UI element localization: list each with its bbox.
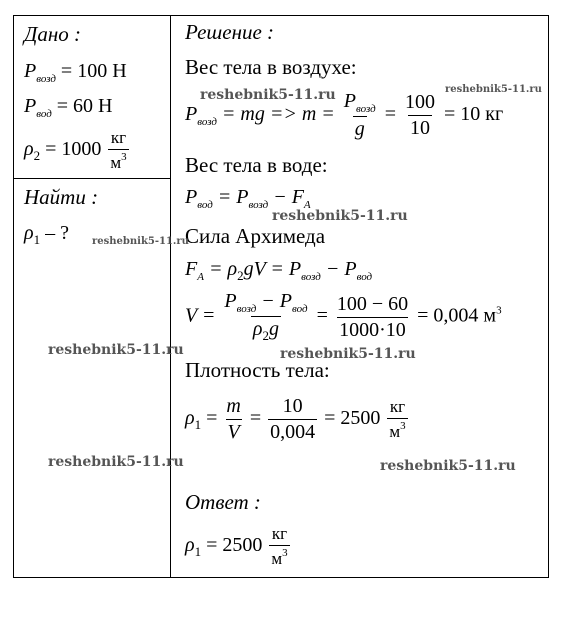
watermark: reshebnik5-11.ru <box>200 87 336 103</box>
column-divider <box>170 15 171 578</box>
formula-volume: V = $\frac{P_{возд} - P_{вод}}{\rho_2g}$ = $\frac{100 - 60}{1000\cdot 10}$ = 0,004 $м^3$ <box>185 290 502 343</box>
fraction-volume-numbers: $\frac{100 - 60}{1000\cdot 10}$ <box>336 292 409 341</box>
formula-density: $\rho_1$ = $\frac{m}{V}$ = $\frac{10}{0,004}$ = 2500 $\frac{кг}{м^3}$ <box>185 395 406 443</box>
watermark: reshebnik5-11.ru <box>380 458 516 474</box>
unit-fraction: $\frac{кг}{м^3}$ <box>389 397 406 441</box>
rho-subscript: 2 <box>33 148 41 164</box>
formula-mass: $P_{возд}$ = mg => m = $\frac{P_{возд}}{g}$ = $\frac{100}{10}$ = 10 кг <box>185 90 504 140</box>
find-rho1: $\rho_1$ – ? <box>24 222 69 247</box>
watermark: reshebnik5-11.ru <box>445 84 542 95</box>
answer-value: $\rho_1 = 2500$ $\frac{кг}{м^3}$ <box>185 524 288 568</box>
p-subscript: вод <box>36 108 52 120</box>
p-symbol: P <box>24 60 37 82</box>
weight-water-label: Вес тела в воде: <box>185 153 328 177</box>
density-label: Плотность тела: <box>185 358 330 382</box>
given-header: Дано : <box>24 22 82 46</box>
fraction-m-over-v: $\frac{m}{V}$ <box>226 395 241 443</box>
watermark: reshebnik5-11.ru <box>48 342 184 358</box>
p-air-value: = 100 Н <box>55 60 127 82</box>
watermark: reshebnik5-11.ru <box>48 454 184 470</box>
archimedes-label: Сила Архимеда <box>185 224 326 248</box>
given-p-water <box>24 95 113 120</box>
p-water-value: = 60 Н <box>51 95 113 117</box>
p-symbol: P <box>24 95 37 117</box>
weight-air-label: Вес тела в воздухе: <box>185 55 357 79</box>
fraction-volume: $\frac{P_{возд} - P_{вод}}{\rho_2g}$ <box>224 290 308 343</box>
watermark: reshebnik5-11.ru <box>272 208 408 224</box>
p-subscript: возд <box>36 73 56 85</box>
unit-fraction: $\frac{кг}{м^3}$ <box>110 128 127 172</box>
formula-archimedes: $F_A = \rho_2gV = P_{возд} - P_{вод}$ <box>185 258 373 283</box>
watermark: reshebnik5-11.ru <box>280 346 416 362</box>
fraction-density-numbers: $\frac{10}{0,004}$ <box>270 395 316 443</box>
rho-symbol: ρ <box>24 138 34 161</box>
given-p-air <box>24 60 127 85</box>
formula-water-weight: $P_{вод} = P_{возд} - F_A$ <box>185 186 311 211</box>
solution-header: Решение : <box>185 20 275 44</box>
given-rho2 <box>24 128 131 173</box>
rho2-value: = 1000 <box>40 138 102 161</box>
unit-fraction: $\frac{кг}{м^3}$ <box>271 524 288 568</box>
fraction-100-over-10: $\frac{100}{10}$ <box>405 91 435 139</box>
given-find-divider <box>13 178 171 179</box>
watermark: reshebnik5-11.ru <box>92 236 189 247</box>
fraction-p-over-g: $\frac{P_{возд}}{g}$ <box>343 90 376 140</box>
find-header: Найти : <box>24 185 99 209</box>
answer-header: Ответ : <box>185 490 261 514</box>
